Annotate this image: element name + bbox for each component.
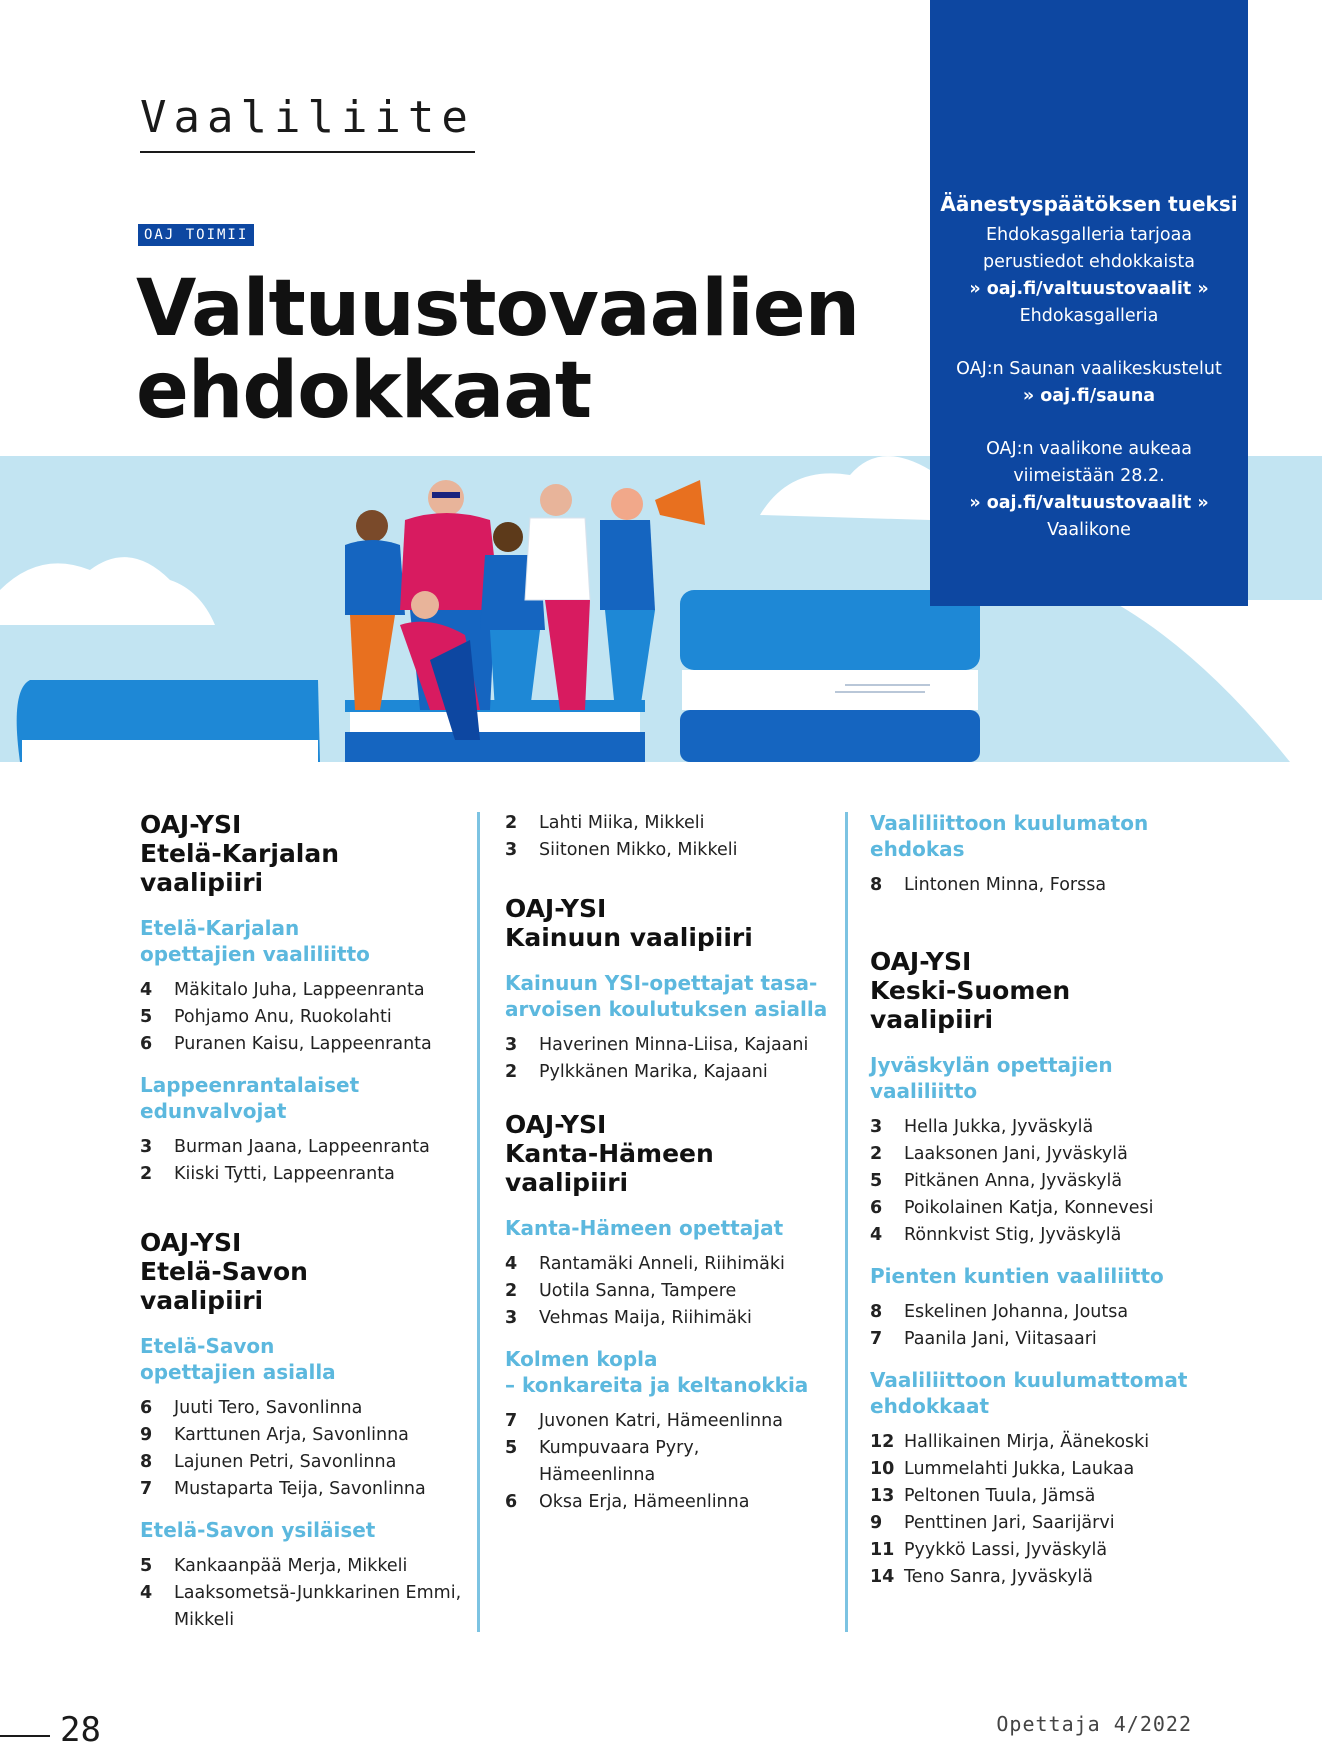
footer-rule — [0, 1735, 50, 1737]
district-heading — [140, 1228, 470, 1315]
candidate-name: Rönnkvist Stig, Jyväskylä — [904, 1225, 1122, 1245]
candidate-number: 3 — [505, 1035, 518, 1055]
page-title — [136, 264, 860, 436]
district-heading — [140, 810, 470, 897]
candidate-item — [140, 1553, 470, 1580]
candidate-number: 6 — [505, 1492, 518, 1512]
info-link[interactable]: » oaj.fi/valtuustovaalit » — [969, 279, 1209, 299]
candidate-item — [140, 1031, 470, 1058]
candidate-name: Penttinen Jari, Saarijärvi — [904, 1513, 1115, 1533]
candidate-name: Laaksometsä-Junkkarinen Emmi, — [174, 1583, 462, 1603]
heading-line: vaalipiiri — [140, 868, 264, 897]
candidate-name: Puranen Kaisu, Lappeenranta — [174, 1034, 432, 1054]
candidate-list — [140, 977, 470, 1058]
candidate-name: Karttunen Arja, Savonlinna — [174, 1425, 409, 1445]
candidate-list — [140, 1134, 470, 1188]
heading-line: OAJ-YSI — [505, 894, 607, 923]
candidate-number: 7 — [140, 1479, 153, 1499]
candidate-number: 4 — [140, 980, 153, 1000]
category-tag: OAJ TOIMII — [138, 224, 254, 246]
candidate-number: 8 — [140, 1452, 153, 1472]
candidate-list — [505, 810, 835, 864]
heading-line: vaalipiiri — [140, 1286, 264, 1315]
candidate-item — [140, 977, 470, 1004]
heading-line: arvoisen koulutuksen asialla — [505, 997, 828, 1021]
candidate-name: Hämeenlinna — [539, 1465, 656, 1485]
alliance-heading — [505, 1215, 835, 1241]
candidate-item — [870, 1483, 1210, 1510]
heading-line: Jyväskylän opettajien — [870, 1053, 1113, 1077]
heading-line: Keski-Suomen — [870, 976, 1071, 1005]
alliance-heading — [870, 1263, 1210, 1289]
book-left-pages — [22, 740, 318, 762]
candidate-number: 13 — [870, 1486, 895, 1506]
candidate-item — [870, 1195, 1210, 1222]
candidate-name: Mustaparta Teija, Savonlinna — [174, 1479, 426, 1499]
book-right-pages — [682, 670, 978, 710]
candidate-name: Pitkänen Anna, Jyväskylä — [904, 1171, 1123, 1191]
candidate-number: 7 — [870, 1329, 883, 1349]
column-1 — [140, 810, 470, 1648]
candidate-item — [505, 1462, 835, 1489]
candidate-name: Oksa Erja, Hämeenlinna — [539, 1492, 750, 1512]
candidate-name: Kumpuvaara Pyry, — [539, 1438, 700, 1458]
candidate-number: 2 — [505, 813, 518, 833]
candidate-name: Hella Jukka, Jyväskylä — [904, 1117, 1094, 1137]
column-divider — [845, 812, 848, 1632]
heading-line: OAJ-YSI — [140, 810, 242, 839]
candidate-number: 4 — [505, 1254, 518, 1274]
candidate-item — [140, 1004, 470, 1031]
candidate-number: 4 — [870, 1225, 883, 1245]
book-right-bottom — [680, 710, 980, 762]
candidate-number: 12 — [870, 1432, 895, 1452]
candidate-number: 9 — [140, 1425, 153, 1445]
heading-line: Kanta-Hämeen opettajat — [505, 1216, 784, 1240]
candidate-name: Juvonen Katri, Hämeenlinna — [539, 1411, 783, 1431]
candidate-list — [870, 1114, 1210, 1249]
candidate-item — [140, 1580, 470, 1607]
section-label: Vaaliliite — [140, 92, 475, 153]
candidate-item — [870, 1114, 1210, 1141]
heading-line: OAJ-YSI — [505, 1110, 607, 1139]
candidate-item — [140, 1395, 470, 1422]
candidate-item — [870, 1326, 1210, 1353]
candidate-number: 2 — [870, 1144, 883, 1164]
candidate-number: 6 — [140, 1398, 153, 1418]
heading-line: OAJ-YSI — [140, 1228, 242, 1257]
alliance-heading — [140, 1072, 470, 1124]
info-text: OAJ:n vaalikone aukeaa — [986, 439, 1192, 459]
candidate-name: Rantamäki Anneli, Riihimäki — [539, 1254, 785, 1274]
info-text: OAJ:n Saunan vaalikeskustelut — [956, 359, 1222, 379]
candidate-name: Poikolainen Katja, Konnevesi — [904, 1198, 1154, 1218]
candidate-name: Pylkkänen Marika, Kajaani — [539, 1062, 768, 1082]
heading-line: opettajien vaaliliitto — [140, 942, 370, 966]
info-text: Ehdokasgalleria tarjoaa — [985, 225, 1193, 245]
candidate-name: Burman Jaana, Lappeenranta — [174, 1137, 430, 1157]
heading-line: OAJ-YSI — [870, 947, 972, 976]
title-line-2: ehdokkaat — [136, 346, 592, 436]
candidate-list — [505, 1032, 835, 1086]
candidate-item — [505, 1408, 835, 1435]
candidate-item — [505, 1305, 835, 1332]
candidate-name: Pohjamo Anu, Ruokolahti — [174, 1007, 392, 1027]
candidate-item — [505, 837, 835, 864]
candidate-number: 2 — [140, 1164, 153, 1184]
alliance-heading — [870, 810, 1210, 862]
candidate-item — [505, 1489, 835, 1516]
candidate-number: 8 — [870, 1302, 883, 1322]
candidate-list — [140, 1395, 470, 1503]
candidate-item — [870, 872, 1210, 899]
candidate-item — [505, 810, 835, 837]
candidate-name: Haverinen Minna-Liisa, Kajaani — [539, 1035, 809, 1055]
candidate-number: 6 — [140, 1034, 153, 1054]
candidate-name: Hallikainen Mirja, Äänekoski — [904, 1432, 1150, 1452]
info-text: Vaalikone — [1047, 520, 1131, 540]
alliance-heading — [505, 970, 835, 1022]
heading-line: Kainuun vaalipiiri — [505, 923, 753, 952]
alliance-heading — [140, 1333, 470, 1385]
district-heading — [505, 1110, 835, 1197]
candidate-item — [140, 1449, 470, 1476]
candidate-item — [870, 1141, 1210, 1168]
district-heading — [870, 947, 1210, 1034]
heading-line: – konkareita ja keltanokkia — [505, 1373, 809, 1397]
column-2 — [505, 810, 835, 1530]
candidate-number: 14 — [870, 1567, 895, 1587]
candidate-item — [870, 1564, 1210, 1591]
candidate-name: Vehmas Maija, Riihimäki — [539, 1308, 752, 1328]
heading-line: edunvalvojat — [140, 1099, 287, 1123]
candidate-item — [140, 1607, 470, 1634]
heading-line: Kanta-Hämeen — [505, 1139, 714, 1168]
candidate-number: 4 — [140, 1583, 153, 1603]
candidate-name: Laaksonen Jani, Jyväskylä — [904, 1144, 1128, 1164]
alliance-heading — [870, 1052, 1210, 1104]
column-3 — [870, 810, 1210, 1605]
candidate-name: Kiiski Tytti, Lappeenranta — [174, 1164, 395, 1184]
candidate-number: 3 — [505, 840, 518, 860]
candidate-name: Lintonen Minna, Forssa — [904, 875, 1107, 895]
candidate-number — [505, 1462, 539, 1489]
candidate-number: 2 — [505, 1281, 518, 1301]
candidate-item — [140, 1134, 470, 1161]
district-heading — [505, 894, 835, 952]
candidate-number: 9 — [870, 1513, 883, 1533]
candidate-number: 5 — [140, 1007, 153, 1027]
heading-line: opettajien asialla — [140, 1360, 336, 1384]
candidate-number — [140, 1607, 174, 1634]
heading-line: Etelä-Savon — [140, 1257, 308, 1286]
title-line-1: Valtuustovaalien — [136, 264, 860, 354]
magazine-issue: Opettaja 4/2022 — [996, 1712, 1192, 1736]
candidate-list — [870, 872, 1210, 899]
candidate-name: Kankaanpää Merja, Mikkeli — [174, 1556, 408, 1576]
candidate-name: Mikkeli — [174, 1610, 235, 1630]
book-center-pages — [350, 710, 640, 732]
heading-line: Pienten kuntien vaaliliitto — [870, 1264, 1164, 1288]
candidate-item — [870, 1222, 1210, 1249]
book-center-bottom — [345, 732, 645, 762]
candidate-list — [870, 1299, 1210, 1353]
info-text: Ehdokasgalleria — [1019, 306, 1159, 326]
candidate-item — [870, 1168, 1210, 1195]
candidate-number: 10 — [870, 1459, 895, 1479]
column-divider — [477, 812, 480, 1632]
candidate-number: 2 — [505, 1062, 518, 1082]
alliance-heading — [140, 1517, 470, 1543]
candidate-item — [505, 1435, 835, 1462]
candidate-item — [870, 1510, 1210, 1537]
candidate-name: Paanila Jani, Viitasaari — [904, 1329, 1097, 1349]
candidate-item — [505, 1278, 835, 1305]
candidate-number: 5 — [505, 1438, 518, 1458]
page-number: 28 — [60, 1710, 101, 1750]
heading-line: ehdokas — [870, 837, 965, 861]
alliance-heading — [505, 1346, 835, 1398]
candidate-number: 5 — [870, 1171, 883, 1191]
heading-line: ehdokkaat — [870, 1394, 990, 1418]
candidate-name: Lahti Miika, Mikkeli — [539, 813, 705, 833]
candidate-item — [870, 1299, 1210, 1326]
candidate-name: Siitonen Mikko, Mikkeli — [539, 840, 738, 860]
info-box-title: Äänestyspäätöksen tueksi — [940, 192, 1238, 216]
candidate-list — [140, 1553, 470, 1634]
heading-line: vaalipiiri — [870, 1005, 994, 1034]
candidate-name: Eskelinen Johanna, Joutsa — [904, 1302, 1129, 1322]
heading-line: Kainuun YSI-opettajat tasa- — [505, 971, 818, 995]
candidate-number: 7 — [505, 1411, 518, 1431]
candidate-list — [505, 1408, 835, 1516]
candidate-item — [505, 1251, 835, 1278]
heading-line: Kolmen kopla — [505, 1347, 658, 1371]
info-link[interactable]: » oaj.fi/sauna — [1022, 386, 1156, 406]
alliance-heading — [140, 915, 470, 967]
heading-line: Lappeenrantalaiset — [140, 1073, 360, 1097]
candidate-name: Mäkitalo Juha, Lappeenranta — [174, 980, 425, 1000]
candidate-item — [505, 1059, 835, 1086]
heading-line: Vaaliliittoon kuulumaton — [870, 811, 1149, 835]
candidate-list — [505, 1251, 835, 1332]
candidate-number: 3 — [505, 1308, 518, 1328]
candidate-item — [140, 1476, 470, 1503]
info-box — [930, 0, 1248, 606]
candidate-number: 6 — [870, 1198, 883, 1218]
info-text: viimeistään 28.2. — [1013, 466, 1165, 486]
heading-line: Etelä-Karjalan — [140, 916, 300, 940]
candidate-name: Juuti Tero, Savonlinna — [174, 1398, 363, 1418]
candidate-number: 8 — [870, 875, 883, 895]
alliance-heading — [870, 1367, 1210, 1419]
candidate-name: Uotila Sanna, Tampere — [539, 1281, 737, 1301]
candidate-list — [870, 1429, 1210, 1591]
heading-line: vaaliliitto — [870, 1079, 978, 1103]
heading-line: Etelä-Savon — [140, 1334, 275, 1358]
candidate-name: Lajunen Petri, Savonlinna — [174, 1452, 397, 1472]
candidate-number: 5 — [140, 1556, 153, 1576]
candidate-item — [870, 1429, 1210, 1456]
heading-line: Vaaliliittoon kuulumattomat — [870, 1368, 1188, 1392]
info-text: perustiedot ehdokkaista — [983, 252, 1195, 272]
candidate-item — [870, 1537, 1210, 1564]
candidate-name: Lummelahti Jukka, Laukaa — [904, 1459, 1135, 1479]
candidate-number: 3 — [140, 1137, 153, 1157]
candidate-item — [140, 1422, 470, 1449]
candidate-name: Teno Sanra, Jyväskylä — [904, 1567, 1093, 1587]
candidate-number: 11 — [870, 1540, 895, 1560]
info-link[interactable]: » oaj.fi/valtuustovaalit » — [969, 493, 1209, 513]
candidate-number: 3 — [870, 1117, 883, 1137]
heading-line: Etelä-Savon ysiläiset — [140, 1518, 376, 1542]
heading-line: vaalipiiri — [505, 1168, 629, 1197]
candidate-name: Pyykkö Lassi, Jyväskylä — [904, 1540, 1108, 1560]
heading-line: Etelä-Karjalan — [140, 839, 340, 868]
candidate-item — [505, 1032, 835, 1059]
candidate-name: Peltonen Tuula, Jämsä — [904, 1486, 1096, 1506]
candidate-item — [870, 1456, 1210, 1483]
candidate-item — [140, 1161, 470, 1188]
